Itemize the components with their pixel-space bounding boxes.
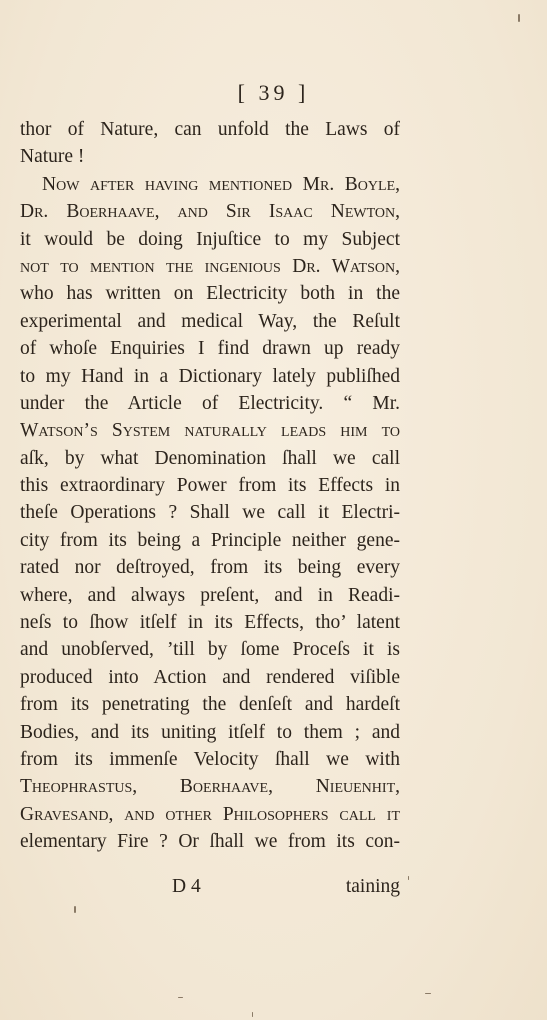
page-footer xyxy=(20,876,400,904)
text-line: elementary Fire ? Or ſhall we from its con- xyxy=(20,831,400,853)
text-line: Now after having mentioned Mr. Boyle, xyxy=(42,173,400,195)
text-line: not to mention the ingenious Dr. Watson, xyxy=(20,255,400,277)
text-line: from its penetrating the denſeſt and hardeſt xyxy=(20,694,400,716)
text-line: to my Hand in a Dictionary lately publiſhed xyxy=(20,365,400,387)
catchword: taining xyxy=(345,876,400,897)
text-line: it would be doing Injuſtice to my Subject xyxy=(20,228,400,250)
text-line: this extraordinary Power from its Effects in xyxy=(20,475,400,497)
text-line: produced into Action and rendered viſible xyxy=(20,666,400,688)
text-line: theſe Operations ? Shall we call it Electri- xyxy=(20,502,400,524)
text-line: city from its being a Principle neither gene- xyxy=(20,529,400,551)
text-line: Nature ! xyxy=(20,146,85,168)
text-line: Watson’s Syſtem naturally leads him to xyxy=(20,420,400,442)
text-line: experimental and medical Way, the Reſult xyxy=(20,310,400,332)
body-text xyxy=(20,116,400,856)
text-line: Dr. Boerhaave, and Sir Isaac Newton, xyxy=(20,201,400,223)
text-line: Bodies, and its uniting itſelf to them ; and xyxy=(20,721,400,743)
paper-speck xyxy=(74,906,76,913)
paper-speck xyxy=(425,993,431,994)
text-line: who has written on Electricity both in the xyxy=(20,283,400,305)
text-line: thor of Nature, can unfold the Laws of xyxy=(20,119,400,140)
paper-speck xyxy=(252,1012,253,1017)
paper-speck xyxy=(518,14,520,22)
page-number-header: [ 39 ] xyxy=(237,80,310,105)
text-line: under the Article of Electricity. “ Mr. xyxy=(20,392,400,414)
paper-speck xyxy=(408,876,409,880)
text-line: Theophrastus, Boerhaave, Nieuenhit, xyxy=(20,776,400,798)
text-line: rated nor deſtroyed, from its being every xyxy=(20,557,400,579)
text-line: where, and always preſent, and in Readi- xyxy=(20,584,400,606)
signature-mark: D 4 xyxy=(172,876,201,897)
text-line: Gravesand, and other Philoſophers call it xyxy=(20,803,400,825)
text-line: and unobſerved, ’till by ſome Proceſs it is xyxy=(20,639,400,661)
text-line: aſk, by what Denomination ſhall we call xyxy=(20,447,400,469)
text-line: from its immenſe Velocity ſhall we with xyxy=(20,748,400,770)
text-line: neſs to ſhow itſelf in its Effects, tho’ latent xyxy=(20,612,400,634)
paper-speck xyxy=(178,997,183,998)
text-line: of whoſe Enquiries I find drawn up ready xyxy=(20,338,400,360)
